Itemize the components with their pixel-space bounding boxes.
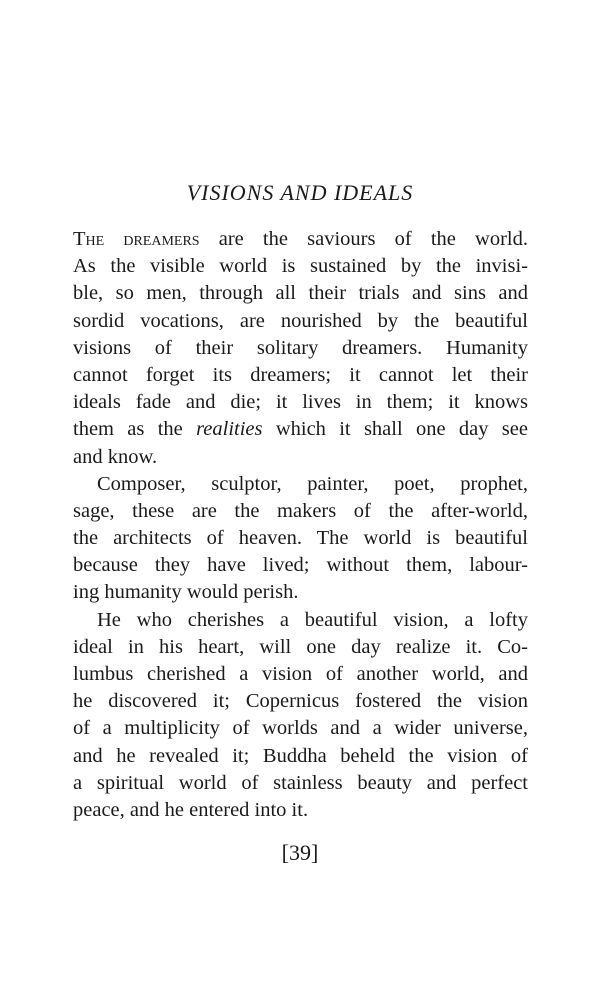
text-line: and know. (73, 445, 158, 468)
paragraph (73, 471, 528, 607)
text-line: ing humanity would perish. (73, 581, 299, 604)
text-line: the architects of heaven. The world is beautiful (73, 527, 528, 550)
line-text: are the saviours of the world. (199, 228, 528, 250)
paragraph (73, 226, 528, 471)
text-line: he discovered it; Copernicus fostered the vision (73, 690, 528, 713)
text-line: and he revealed it; Buddha beheld the vision of (73, 744, 528, 767)
text-line: them as the realities which it shall one day see (73, 418, 528, 441)
body-text (73, 226, 528, 824)
text-line: of a multiplicity of worlds and a wider universe, (73, 717, 528, 740)
text-line: lumbus cherished a vision of another world, and (73, 663, 528, 685)
text-line: peace, and he entered into it. (73, 798, 309, 821)
text-line: cannot forget its dreamers; it cannot let their (73, 363, 528, 386)
text-line: sage, these are the makers of the after-world, (73, 499, 528, 522)
chapter-title: VISIONS AND IDEALS (186, 180, 414, 205)
text-line: sordid vocations, are nourished by the beautiful (73, 309, 528, 332)
text-line: He who cherishes a beautiful vision, a lofty (97, 608, 528, 631)
page-number: [39] (281, 840, 319, 865)
text-line: ideal in his heart, will one day realize it. Co- (73, 635, 528, 658)
paragraph (73, 607, 528, 825)
text-line: a spiritual world of stainless beauty and perfect (73, 771, 528, 794)
text-line (73, 226, 528, 253)
text-line: As the visible world is sustained by the invisi- (73, 255, 528, 278)
lead-words: The dreamers (73, 228, 200, 250)
text-line: ble, so men, through all their trials and sins and (73, 282, 528, 305)
text-line: visions of their solitary dreamers. Humanity (73, 336, 528, 359)
text-line: ideals fade and die; it lives in them; it knows (73, 391, 528, 414)
text-line: because they have lived; without them, labour- (73, 554, 528, 577)
text-line: Composer, sculptor, painter, poet, prophet, (97, 472, 528, 495)
